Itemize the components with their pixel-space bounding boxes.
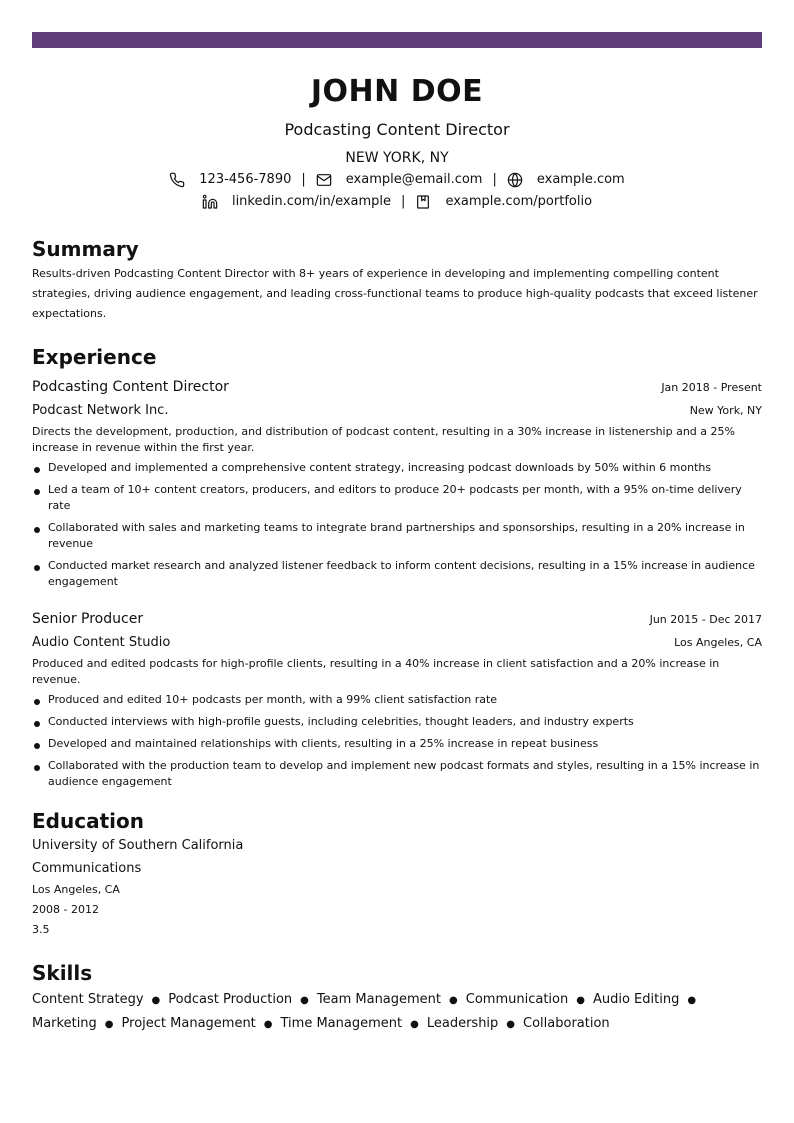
job-company-row [32, 398, 762, 422]
bullet-item: Developed and maintained relationships with clients, resulting in a 25% increase in repeat business [32, 736, 762, 752]
summary-text: Results-driven Podcasting Content Director with 8+ years of experience in developing and implementing compelling content strategies, driving audience engagement, and leading cross-functional teams to produce high-quality podcasts that exceed listener expectations. [32, 267, 758, 320]
section-heading-summary: Summary [32, 237, 139, 261]
skill-item: Team Management [316, 992, 442, 1007]
accent-bar [32, 32, 762, 48]
separator: | [492, 172, 497, 187]
bullet-separator: ● [449, 995, 458, 1006]
skill-item: Marketing [32, 1016, 97, 1031]
candidate-location: NEW YORK, NY [345, 150, 449, 166]
job-company-row [32, 630, 762, 654]
bullet-separator: ● [576, 995, 585, 1006]
job-entry [32, 608, 762, 790]
job-company: Audio Content Studio [32, 635, 171, 650]
job-header-row [32, 376, 762, 398]
experience-section [32, 344, 762, 790]
website-contact[interactable] [507, 171, 625, 189]
globe-icon [507, 172, 523, 188]
bullet-item: Collaborated with sales and marketing teams to integrate brand partnerships and sponsorships, resulting in a 20% increase in revenue [32, 520, 762, 552]
separator: | [401, 194, 406, 209]
resume-header [32, 74, 762, 211]
candidate-name: JOHN DOE [310, 74, 484, 109]
candidate-title: Podcasting Content Director [284, 120, 510, 139]
bullet-separator: ● [300, 995, 309, 1006]
skills-section [32, 960, 762, 1036]
contact-row-primary [32, 171, 762, 189]
skill-item: Collaboration [523, 1016, 610, 1031]
summary-section [32, 236, 762, 324]
job-company: Podcast Network Inc. [32, 403, 169, 418]
education-section [32, 808, 762, 940]
skills-list [32, 988, 712, 1036]
bullet-item: Developed and implemented a comprehensive content strategy, increasing podcast downloads by 50% within 6 months [32, 460, 762, 476]
bullet-item: Conducted market research and analyzed listener feedback to inform content decisions, resulting in a 15% increase in audience engagement [32, 558, 762, 590]
education-years: 2008 - 2012 [32, 903, 99, 916]
bookmark-icon [415, 194, 431, 210]
section-heading-experience: Experience [32, 345, 157, 369]
job-header-row [32, 608, 762, 630]
separator: | [301, 172, 306, 187]
linkedin-icon [202, 194, 218, 210]
phone-contact[interactable] [169, 171, 291, 189]
phone-text: 123-456-7890 [199, 172, 292, 187]
job-entry [32, 376, 762, 590]
phone-icon [169, 172, 185, 188]
bullet-item: Collaborated with the production team to develop and implement new podcast formats and styles, resulting in a 15% increase in audience engagement [32, 758, 762, 790]
bullet-separator: ● [410, 1019, 419, 1030]
job-bullets [32, 460, 762, 590]
skill-item: Podcast Production [168, 992, 293, 1007]
bullet-item: Produced and edited 10+ podcasts per month, with a 99% client satisfaction rate [32, 692, 762, 708]
bullet-separator: ● [687, 995, 697, 1006]
education-location: Los Angeles, CA [32, 883, 120, 896]
section-heading-education: Education [32, 809, 144, 833]
job-description: Produced and edited podcasts for high-profile clients, resulting in a 40% increase in client satisfaction and a 20% increase in revenue. [32, 657, 720, 686]
job-description: Directs the development, production, and distribution of podcast content, resulting in a 30% increase in listenership and a 25% increase in revenue within the first year. [32, 425, 735, 454]
job-title: Senior Producer [32, 611, 144, 627]
linkedin-text: linkedin.com/in/example [231, 194, 392, 209]
skill-item: Leadership [426, 1016, 499, 1031]
linkedin-contact[interactable] [202, 193, 391, 211]
bullet-item: Conducted interviews with high-profile guests, including celebrities, thought leaders, and industry experts [32, 714, 762, 730]
job-date: Jun 2015 - Dec 2017 [649, 613, 762, 626]
portfolio-contact[interactable] [415, 193, 592, 211]
job-date: Jan 2018 - Present [661, 381, 762, 394]
contact-row-secondary [32, 193, 762, 211]
resume-page [32, 48, 762, 1036]
education-gpa: 3.5 [32, 923, 50, 936]
skill-item: Audio Editing [592, 992, 680, 1007]
bullet-separator: ● [263, 1019, 273, 1030]
education-school: University of Southern California [32, 838, 244, 853]
website-text: example.com [536, 172, 625, 187]
bullet-separator: ● [151, 995, 161, 1006]
mail-icon [316, 172, 332, 188]
skill-item: Communication [465, 992, 569, 1007]
skill-item: Content Strategy [32, 992, 144, 1007]
skill-item: Project Management [121, 1016, 256, 1031]
bullet-item: Led a team of 10+ content creators, producers, and editors to produce 20+ podcasts per month, with a 95% on-time delivery rate [32, 482, 762, 514]
education-degree: Communications [32, 861, 142, 876]
email-text: example@email.com [345, 172, 483, 187]
bullet-separator: ● [506, 1019, 516, 1030]
bullet-separator: ● [104, 1019, 114, 1030]
section-heading-skills: Skills [32, 961, 93, 985]
job-location: New York, NY [689, 404, 762, 417]
email-contact[interactable] [316, 171, 483, 189]
portfolio-text: example.com/portfolio [445, 194, 593, 209]
skill-item: Time Management [280, 1016, 403, 1031]
job-location: Los Angeles, CA [674, 636, 762, 649]
job-title: Podcasting Content Director [32, 379, 229, 395]
job-bullets [32, 692, 762, 790]
